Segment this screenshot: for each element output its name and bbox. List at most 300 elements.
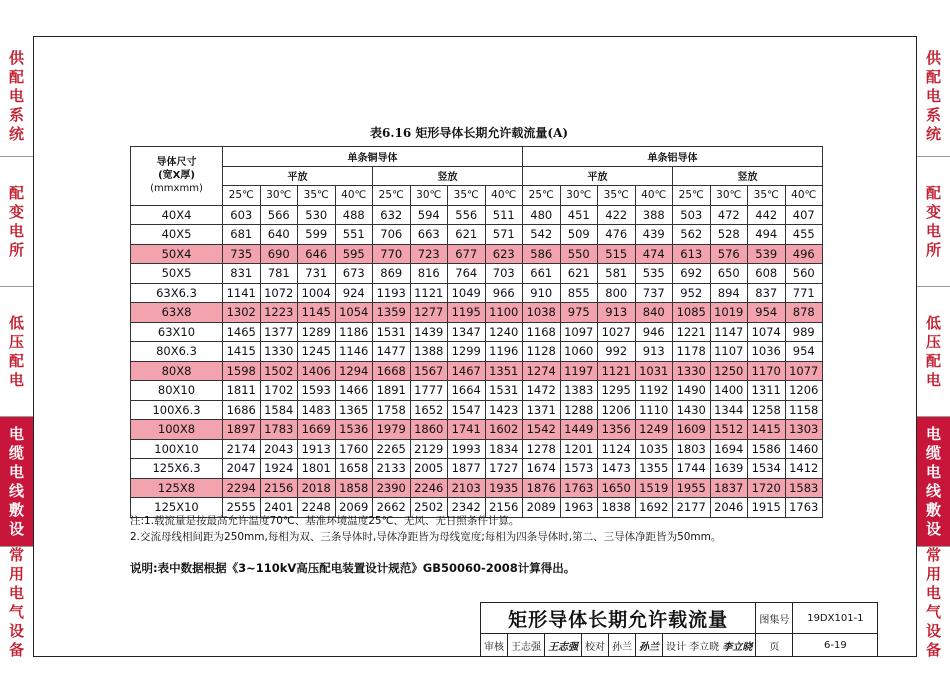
value-cell: 1206 [785,381,823,401]
value-cell: 1311 [748,381,786,401]
size-cell: 80X8 [131,361,223,381]
value-cell: 1877 [448,459,486,479]
value-cell: 1811 [223,381,261,401]
value-cell: 837 [748,283,786,303]
value-cell: 2103 [448,478,486,498]
value-cell: 1763 [785,498,823,518]
value-cell: 509 [560,225,598,245]
value-cell: 528 [710,225,748,245]
value-cell: 1359 [373,303,411,323]
value-cell: 539 [748,244,786,264]
value-cell: 2662 [373,498,411,518]
value-cell: 1460 [785,439,823,459]
value-cell: 1534 [748,459,786,479]
value-cell: 1639 [710,459,748,479]
size-cell: 50X5 [131,264,223,284]
size-cell: 80X6.3 [131,342,223,362]
value-cell: 1512 [710,420,748,440]
value-cell: 2342 [448,498,486,518]
temp-header: 40℃ [635,186,673,206]
value-cell: 1658 [335,459,373,479]
value-cell: 1913 [298,439,336,459]
value-cell: 1490 [673,381,711,401]
value-cell: 1400 [710,381,748,401]
value-cell: 515 [598,244,636,264]
left-side-nav [0,36,33,657]
table-row [131,244,823,264]
value-cell: 1586 [748,439,786,459]
value-cell: 1295 [598,381,636,401]
value-cell: 621 [448,225,486,245]
value-cell: 731 [298,264,336,284]
size-cell: 63X8 [131,303,223,323]
value-cell: 1477 [373,342,411,362]
value-cell: 1465 [223,322,261,342]
value-cell: 1258 [748,400,786,420]
value-cell: 1573 [560,459,598,479]
size-cell: 125X8 [131,478,223,498]
value-cell: 1584 [260,400,298,420]
value-cell: 663 [410,225,448,245]
value-cell: 952 [673,283,711,303]
value-cell: 1593 [298,381,336,401]
value-cell: 455 [785,225,823,245]
checker-name: 孙兰 [609,634,636,657]
value-cell: 1423 [485,400,523,420]
value-cell: 992 [598,342,636,362]
value-cell: 595 [335,244,373,264]
value-cell: 1531 [485,381,523,401]
value-cell: 910 [523,283,561,303]
size-cell: 63X10 [131,322,223,342]
side-tab-right-2[interactable]: 低 压 配 电 [917,286,950,417]
checker-signature: 孙兰 [636,634,663,657]
table-row [131,283,823,303]
value-cell: 556 [448,205,486,225]
value-cell: 2047 [223,459,261,479]
size-cell: 125X6.3 [131,459,223,479]
right-side-nav [917,36,950,657]
value-cell: 737 [635,283,673,303]
value-cell: 894 [710,283,748,303]
value-cell: 681 [223,225,261,245]
value-cell: 1299 [448,342,486,362]
value-cell: 594 [410,205,448,225]
temp-header: 40℃ [335,186,373,206]
value-cell: 913 [598,303,636,323]
value-cell: 1085 [673,303,711,323]
value-cell: 1121 [598,361,636,381]
value-cell: 1692 [635,498,673,518]
value-cell: 613 [673,244,711,264]
value-cell: 1107 [710,342,748,362]
value-cell: 1355 [635,459,673,479]
value-cell: 975 [560,303,598,323]
value-cell: 2156 [485,498,523,518]
value-cell: 2177 [673,498,711,518]
table-row [131,205,823,225]
value-cell: 1547 [448,400,486,420]
temp-header: 40℃ [485,186,523,206]
value-cell: 1686 [223,400,261,420]
value-cell: 1077 [785,361,823,381]
value-cell: 735 [223,244,261,264]
value-cell: 1531 [373,322,411,342]
value-cell: 1351 [485,361,523,381]
value-cell: 571 [485,225,523,245]
side-tab-right-1[interactable]: 配 变 电 所 [917,156,950,287]
side-tab-left-2[interactable]: 低 压 配 电 [0,286,33,417]
value-cell: 1502 [260,361,298,381]
value-cell: 831 [223,264,261,284]
reviewer-name: 王志强 [508,634,545,657]
value-cell: 677 [448,244,486,264]
value-cell: 781 [260,264,298,284]
value-cell: 1072 [260,283,298,303]
value-cell: 954 [748,303,786,323]
aluminum-flat-header: 平放 [523,166,673,186]
value-cell: 1344 [710,400,748,420]
value-cell: 496 [785,244,823,264]
note-2: 2.交流母线相间距为250mm,每相为双、三条导体时,导体净距皆为母线宽度;每相为四条导体时,第二、三导体净距皆为50mm。 [130,531,722,543]
value-cell: 1720 [748,478,786,498]
side-tab-right-4[interactable]: 常 用 电 气 设 备 [917,546,950,658]
temperature-row [131,186,823,206]
table-title: 表6.16 矩形导体长期允许载流量(A) [370,126,569,140]
copper-header: 单条铜导体 [223,147,523,167]
value-cell: 1963 [560,498,598,518]
value-cell: 407 [785,205,823,225]
value-cell: 535 [635,264,673,284]
temp-header: 25℃ [523,186,561,206]
temp-header: 35℃ [598,186,636,206]
side-tab-left-3[interactable]: 电 缆 电 线 敷 设 [0,416,33,547]
value-cell: 878 [785,303,823,323]
value-cell: 1406 [298,361,336,381]
value-cell: 2401 [260,498,298,518]
value-cell: 703 [485,264,523,284]
value-cell: 1223 [260,303,298,323]
value-cell: 1668 [373,361,411,381]
value-cell: 551 [335,225,373,245]
value-cell: 1669 [298,420,336,440]
value-cell: 2156 [260,478,298,498]
value-cell: 1860 [410,420,448,440]
value-cell: 1536 [335,420,373,440]
value-cell: 388 [635,205,673,225]
value-cell: 2069 [335,498,373,518]
value-cell: 1763 [560,478,598,498]
value-cell: 1388 [410,342,448,362]
size-cell: 125X10 [131,498,223,518]
value-cell: 1031 [635,361,673,381]
reference-note: 说明:表中数据根据《3~110kV高压配电装置设计规范》GB50060-2008计算得出。 [130,561,576,575]
value-cell: 2248 [298,498,336,518]
value-cell: 1760 [335,439,373,459]
table-row [131,303,823,323]
size-cell: 100X10 [131,439,223,459]
value-cell: 1049 [448,283,486,303]
value-cell: 2043 [260,439,298,459]
value-cell: 2129 [410,439,448,459]
value-cell: 1519 [635,478,673,498]
value-cell: 1289 [298,322,336,342]
table-row [131,225,823,245]
temp-header: 40℃ [785,186,823,206]
value-cell: 661 [523,264,561,284]
value-cell: 422 [598,205,636,225]
value-cell: 1935 [485,478,523,498]
design-label-and-name: 设计 李立晓 李立晓 [663,634,756,657]
value-cell: 1027 [598,322,636,342]
value-cell: 623 [485,244,523,264]
value-cell: 1993 [448,439,486,459]
value-cell: 576 [710,244,748,264]
value-cell: 1170 [748,361,786,381]
value-cell: 503 [673,205,711,225]
value-cell: 1186 [335,322,373,342]
size-cell: 80X10 [131,381,223,401]
value-cell: 2046 [710,498,748,518]
value-cell: 1141 [223,283,261,303]
value-cell: 816 [410,264,448,284]
review-label: 审核 [481,634,508,657]
temp-header: 35℃ [448,186,486,206]
value-cell: 2246 [410,478,448,498]
value-cell: 706 [373,225,411,245]
value-cell: 2018 [298,478,336,498]
value-cell: 442 [748,205,786,225]
value-cell: 1100 [485,303,523,323]
check-label: 校对 [582,634,609,657]
title-block [480,602,878,657]
value-cell: 1004 [298,283,336,303]
value-cell: 1602 [485,420,523,440]
side-tab-right-0[interactable]: 供 配 电 系 统 [925,48,941,143]
value-cell: 869 [373,264,411,284]
temp-header: 25℃ [373,186,411,206]
atlas-number: 19DX101-1 [793,603,878,634]
value-cell: 511 [485,205,523,225]
value-cell: 1193 [373,283,411,303]
atlas-label: 图集号 [756,603,793,634]
value-cell: 1439 [410,322,448,342]
value-cell: 530 [298,205,336,225]
table-row [131,439,823,459]
value-cell: 1019 [710,303,748,323]
value-cell: 1377 [260,322,298,342]
note-1: 注:1.载流量是按最高允许温度70℃、基准环境温度25℃、无风、无日照条件计算。 [130,515,520,527]
value-cell: 2502 [410,498,448,518]
value-cell: 1054 [335,303,373,323]
temp-header: 30℃ [410,186,448,206]
value-cell: 1038 [523,303,561,323]
value-cell: 2265 [373,439,411,459]
value-cell: 1702 [260,381,298,401]
value-cell: 1567 [410,361,448,381]
value-cell: 1347 [448,322,486,342]
temp-header: 35℃ [298,186,336,206]
temp-header: 25℃ [673,186,711,206]
table-row [131,478,823,498]
value-cell: 476 [598,225,636,245]
value-cell: 542 [523,225,561,245]
value-cell: 1196 [485,342,523,362]
value-cell: 474 [635,244,673,264]
value-cell: 1652 [410,400,448,420]
value-cell: 764 [448,264,486,284]
value-cell: 1074 [748,322,786,342]
value-cell: 1206 [598,400,636,420]
page-number: 6-19 [793,634,878,657]
aluminum-vertical-header: 竖放 [673,166,823,186]
value-cell: 1110 [635,400,673,420]
value-cell: 603 [223,205,261,225]
value-cell: 1955 [673,478,711,498]
size-cell: 100X8 [131,420,223,440]
value-cell: 1035 [635,439,673,459]
value-cell: 1195 [448,303,486,323]
size-cell: 50X4 [131,244,223,264]
value-cell: 1060 [560,342,598,362]
value-cell: 1097 [560,322,598,342]
size-cell: 63X6.3 [131,283,223,303]
value-cell: 1330 [260,342,298,362]
value-cell: 1472 [523,381,561,401]
reviewer-signature: 王志强 [545,634,582,657]
value-cell: 1121 [410,283,448,303]
value-cell: 1838 [598,498,636,518]
table-body [131,205,823,517]
value-cell: 1128 [523,342,561,362]
value-cell: 913 [635,342,673,362]
value-cell: 1221 [673,322,711,342]
value-cell: 1834 [485,439,523,459]
value-cell: 1192 [635,381,673,401]
value-cell: 1278 [523,439,561,459]
value-cell: 1744 [673,459,711,479]
value-cell: 1727 [485,459,523,479]
value-cell: 550 [560,244,598,264]
value-cell: 1178 [673,342,711,362]
value-cell: 632 [373,205,411,225]
value-cell: 1240 [485,322,523,342]
value-cell: 1201 [560,439,598,459]
value-cell: 1801 [298,459,336,479]
value-cell: 472 [710,205,748,225]
value-cell: 771 [785,283,823,303]
side-tab-left-0[interactable]: 供 配 电 系 统 [8,48,24,143]
value-cell: 1294 [335,361,373,381]
value-cell: 1609 [673,420,711,440]
value-cell: 2133 [373,459,411,479]
page-label: 页 [756,634,793,657]
value-cell: 1036 [748,342,786,362]
value-cell: 1147 [710,322,748,342]
value-cell: 1694 [710,439,748,459]
side-tab-left-4[interactable]: 常 用 电 气 设 备 [0,546,33,658]
value-cell: 1674 [523,459,561,479]
value-cell: 1383 [560,381,598,401]
copper-flat-header: 平放 [223,166,373,186]
temp-header: 25℃ [223,186,261,206]
value-cell: 451 [560,205,598,225]
value-cell: 650 [710,264,748,284]
value-cell: 690 [260,244,298,264]
value-cell: 2294 [223,478,261,498]
value-cell: 480 [523,205,561,225]
notes [130,513,721,545]
designer-signature: 李立晓 [722,641,753,653]
value-cell: 1124 [598,439,636,459]
value-cell: 1803 [673,439,711,459]
temp-header: 30℃ [260,186,298,206]
value-cell: 2390 [373,478,411,498]
temp-header: 35℃ [748,186,786,206]
value-cell: 1330 [673,361,711,381]
value-cell: 1371 [523,400,561,420]
value-cell: 1274 [523,361,561,381]
drawing-title: 矩形导体长期允许载流量 [481,603,756,634]
value-cell: 673 [335,264,373,284]
value-cell: 1415 [223,342,261,362]
size-header: 导体尺寸 (宽X厚) (mmxmm) [131,147,223,206]
table-row [131,322,823,342]
value-cell: 1466 [335,381,373,401]
value-cell: 1356 [598,420,636,440]
value-cell: 2005 [410,459,448,479]
value-cell: 840 [635,303,673,323]
value-cell: 1783 [260,420,298,440]
temp-header: 30℃ [710,186,748,206]
value-cell: 1777 [410,381,448,401]
value-cell: 1146 [335,342,373,362]
value-cell: 599 [298,225,336,245]
value-cell: 1858 [335,478,373,498]
value-cell: 1598 [223,361,261,381]
value-cell: 586 [523,244,561,264]
value-cell: 723 [410,244,448,264]
value-cell: 1288 [560,400,598,420]
value-cell: 1249 [635,420,673,440]
value-cell: 1664 [448,381,486,401]
value-cell: 989 [785,322,823,342]
value-cell: 800 [598,283,636,303]
value-cell: 1250 [710,361,748,381]
copper-vertical-header: 竖放 [373,166,523,186]
value-cell: 855 [560,283,598,303]
value-cell: 488 [335,205,373,225]
value-cell: 1197 [560,361,598,381]
value-cell: 1415 [748,420,786,440]
value-cell: 954 [785,342,823,362]
table-row [131,420,823,440]
size-cell: 100X6.3 [131,400,223,420]
value-cell: 1449 [560,420,598,440]
value-cell: 646 [298,244,336,264]
value-cell: 1891 [373,381,411,401]
value-cell: 1302 [223,303,261,323]
value-cell: 494 [748,225,786,245]
current-capacity-table [130,146,823,518]
table-row [131,342,823,362]
value-cell: 1897 [223,420,261,440]
value-cell: 1430 [673,400,711,420]
value-cell: 1876 [523,478,561,498]
side-tab-left-1[interactable]: 配 变 电 所 [0,156,33,287]
value-cell: 439 [635,225,673,245]
side-tab-right-3[interactable]: 电 缆 电 线 敷 设 [917,416,950,547]
